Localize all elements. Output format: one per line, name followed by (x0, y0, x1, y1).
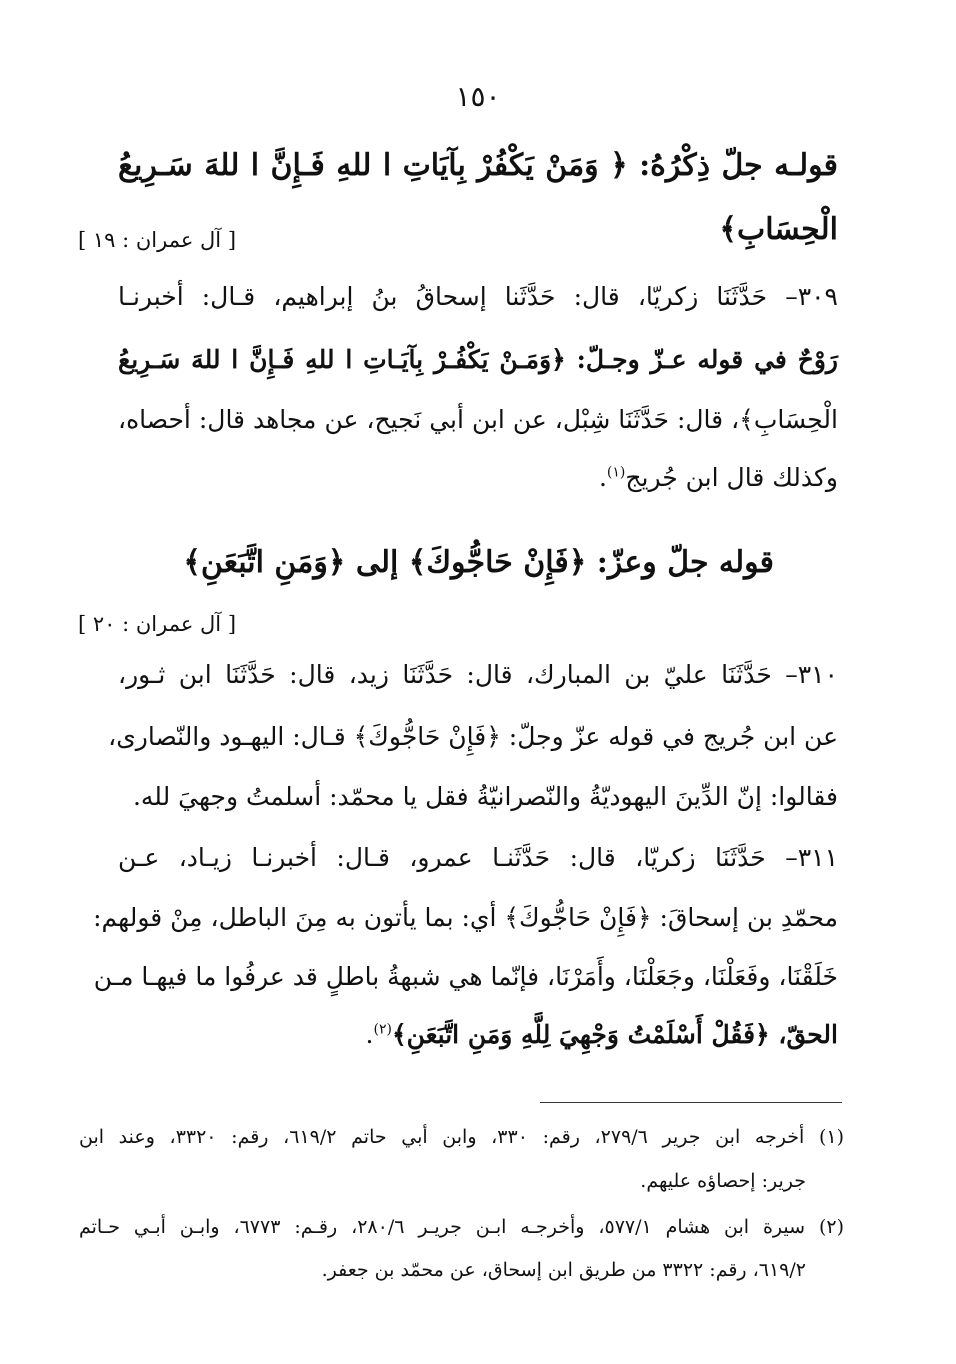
entry311-line4-end: . (365, 1020, 374, 1049)
section1-reference: [ آل عمران : ١٩ ] (78, 228, 237, 252)
footnote-ref-1: (١) (606, 464, 626, 481)
section1-heading-line2: الْحِسَابِ﴾ (719, 212, 838, 247)
entry311-line3: خَلَقْنَا، وفَعَلْنَا، وجَعَلْنَا، وأَمَرْنَا، فإنّما هي شبهةُ باطلٍ قد عرفُوا ما فيهـا مـن (93, 962, 838, 991)
entry309-line2: رَوْحٌ في قوله عـزّ وجـلّ: ﴿وَمَـنْ يَكْفُـرْ بِآيَـاتِ ا للهِ فَـإِنَّ ا للهَ سَـرِيعُ (118, 345, 838, 374)
footnote-2-line2: ٦١٩/٢، رقم: ٣٣٢٢ من طريق ابن إسحاق، عن محمّد بن جعفر. (321, 1259, 806, 1281)
footnote-1-line1: (١) أخرجه ابن جرير ٢٧٩/٦، رقم: ٣٣٠، وابن أبي حاتم ٦١٩/٢، رقم: ٣٣٢٠، وعند ابن (79, 1126, 845, 1148)
section2-reference: [ آل عمران : ٢٠ ] (78, 612, 237, 636)
entry309-line4 (599, 463, 838, 492)
section2-heading: قوله جلّ وعزّ: ﴿فَإِنْ حَاجُّوكَ﴾ إلى ﴿وَمَنِ اتَّبَعَنِ﴾ (183, 545, 774, 580)
entry311-line2: محمّدِ بن إسحاقَ: ﴿فَإِنْ حَاجُّوكَ﴾ أي: بما يأتون به مِنَ الباطل، مِنْ قولهم: (93, 903, 838, 932)
entry311-line1: ٣١١– حَدَّثَنَا زكريّا، قال: حَدَّثَنـا عمرو، قـال: أخبرنـا زيـاد، عـن (118, 843, 839, 872)
entry309-line1: ٣٠٩– حَدَّثَنَا زكريّا، قال: حَدَّثَنا إسحاقُ بنُ إبراهيم، قـال: أخبرنـا (118, 282, 838, 311)
section1-heading-line1: قولـه جلّ ذِكْرُهُ: ﴿ وَمَنْ يَكْفُرْ بِآيَاتِ ا للهِ فَـإِنَّ ا للهَ سَـرِيعُ (118, 148, 838, 183)
entry311-line4-text: الحقّ، ﴿فَقُلْ أَسْلَمْتُ وَجْهِيَ لِلَّهِ وَمَنِ اتَّبَعَنِ﴾ (391, 1020, 838, 1049)
entry311-line4 (366, 1020, 838, 1049)
footnote-1-line2: جرير: إحصاؤه عليهم. (640, 1170, 806, 1192)
footnote-2-line1: (٢) سيرة ابن هشام ٥٧٧/١، وأخرجـه ابـن جريـر ٢٨٠/٦، رقـم: ٦٧٧٣، وابـن أبـي حـاتم (79, 1216, 844, 1238)
entry310-line2: عن ابن جُريج في قوله عزّ وجلّ: ﴿فَإِنْ حَاجُّوكَ﴾ قـال: اليهـود والنّصارى، (108, 722, 838, 751)
entry310-line1: ٣١٠– حَدَّثَنَا عليّ بن المبارك، قال: حَدَّثَنَا زيد، قال: حَدَّثَنَا ابن ثـور، (118, 660, 838, 689)
entry309-line3: الْحِسَابِ﴾، قال: حَدَّثَنَا شِبْل، عن ابن أبي نَجيح، عن مجاهد قال: أحصاه، (118, 405, 838, 434)
entry310-line3: فقالوا: إنّ الدِّينَ اليهوديّةُ والنّصرانيّةُ فقل يا محمّد: أسلمتُ وجهيَ لله. (132, 782, 838, 811)
page-number: ١٥٠ (455, 80, 501, 113)
entry309-line4-text: وكذلك قال ابن جُريج (625, 463, 838, 492)
entry309-line4-end: . (598, 463, 607, 492)
footnote-separator (540, 1102, 842, 1103)
footnote-ref-2: (٢) (373, 1021, 392, 1038)
